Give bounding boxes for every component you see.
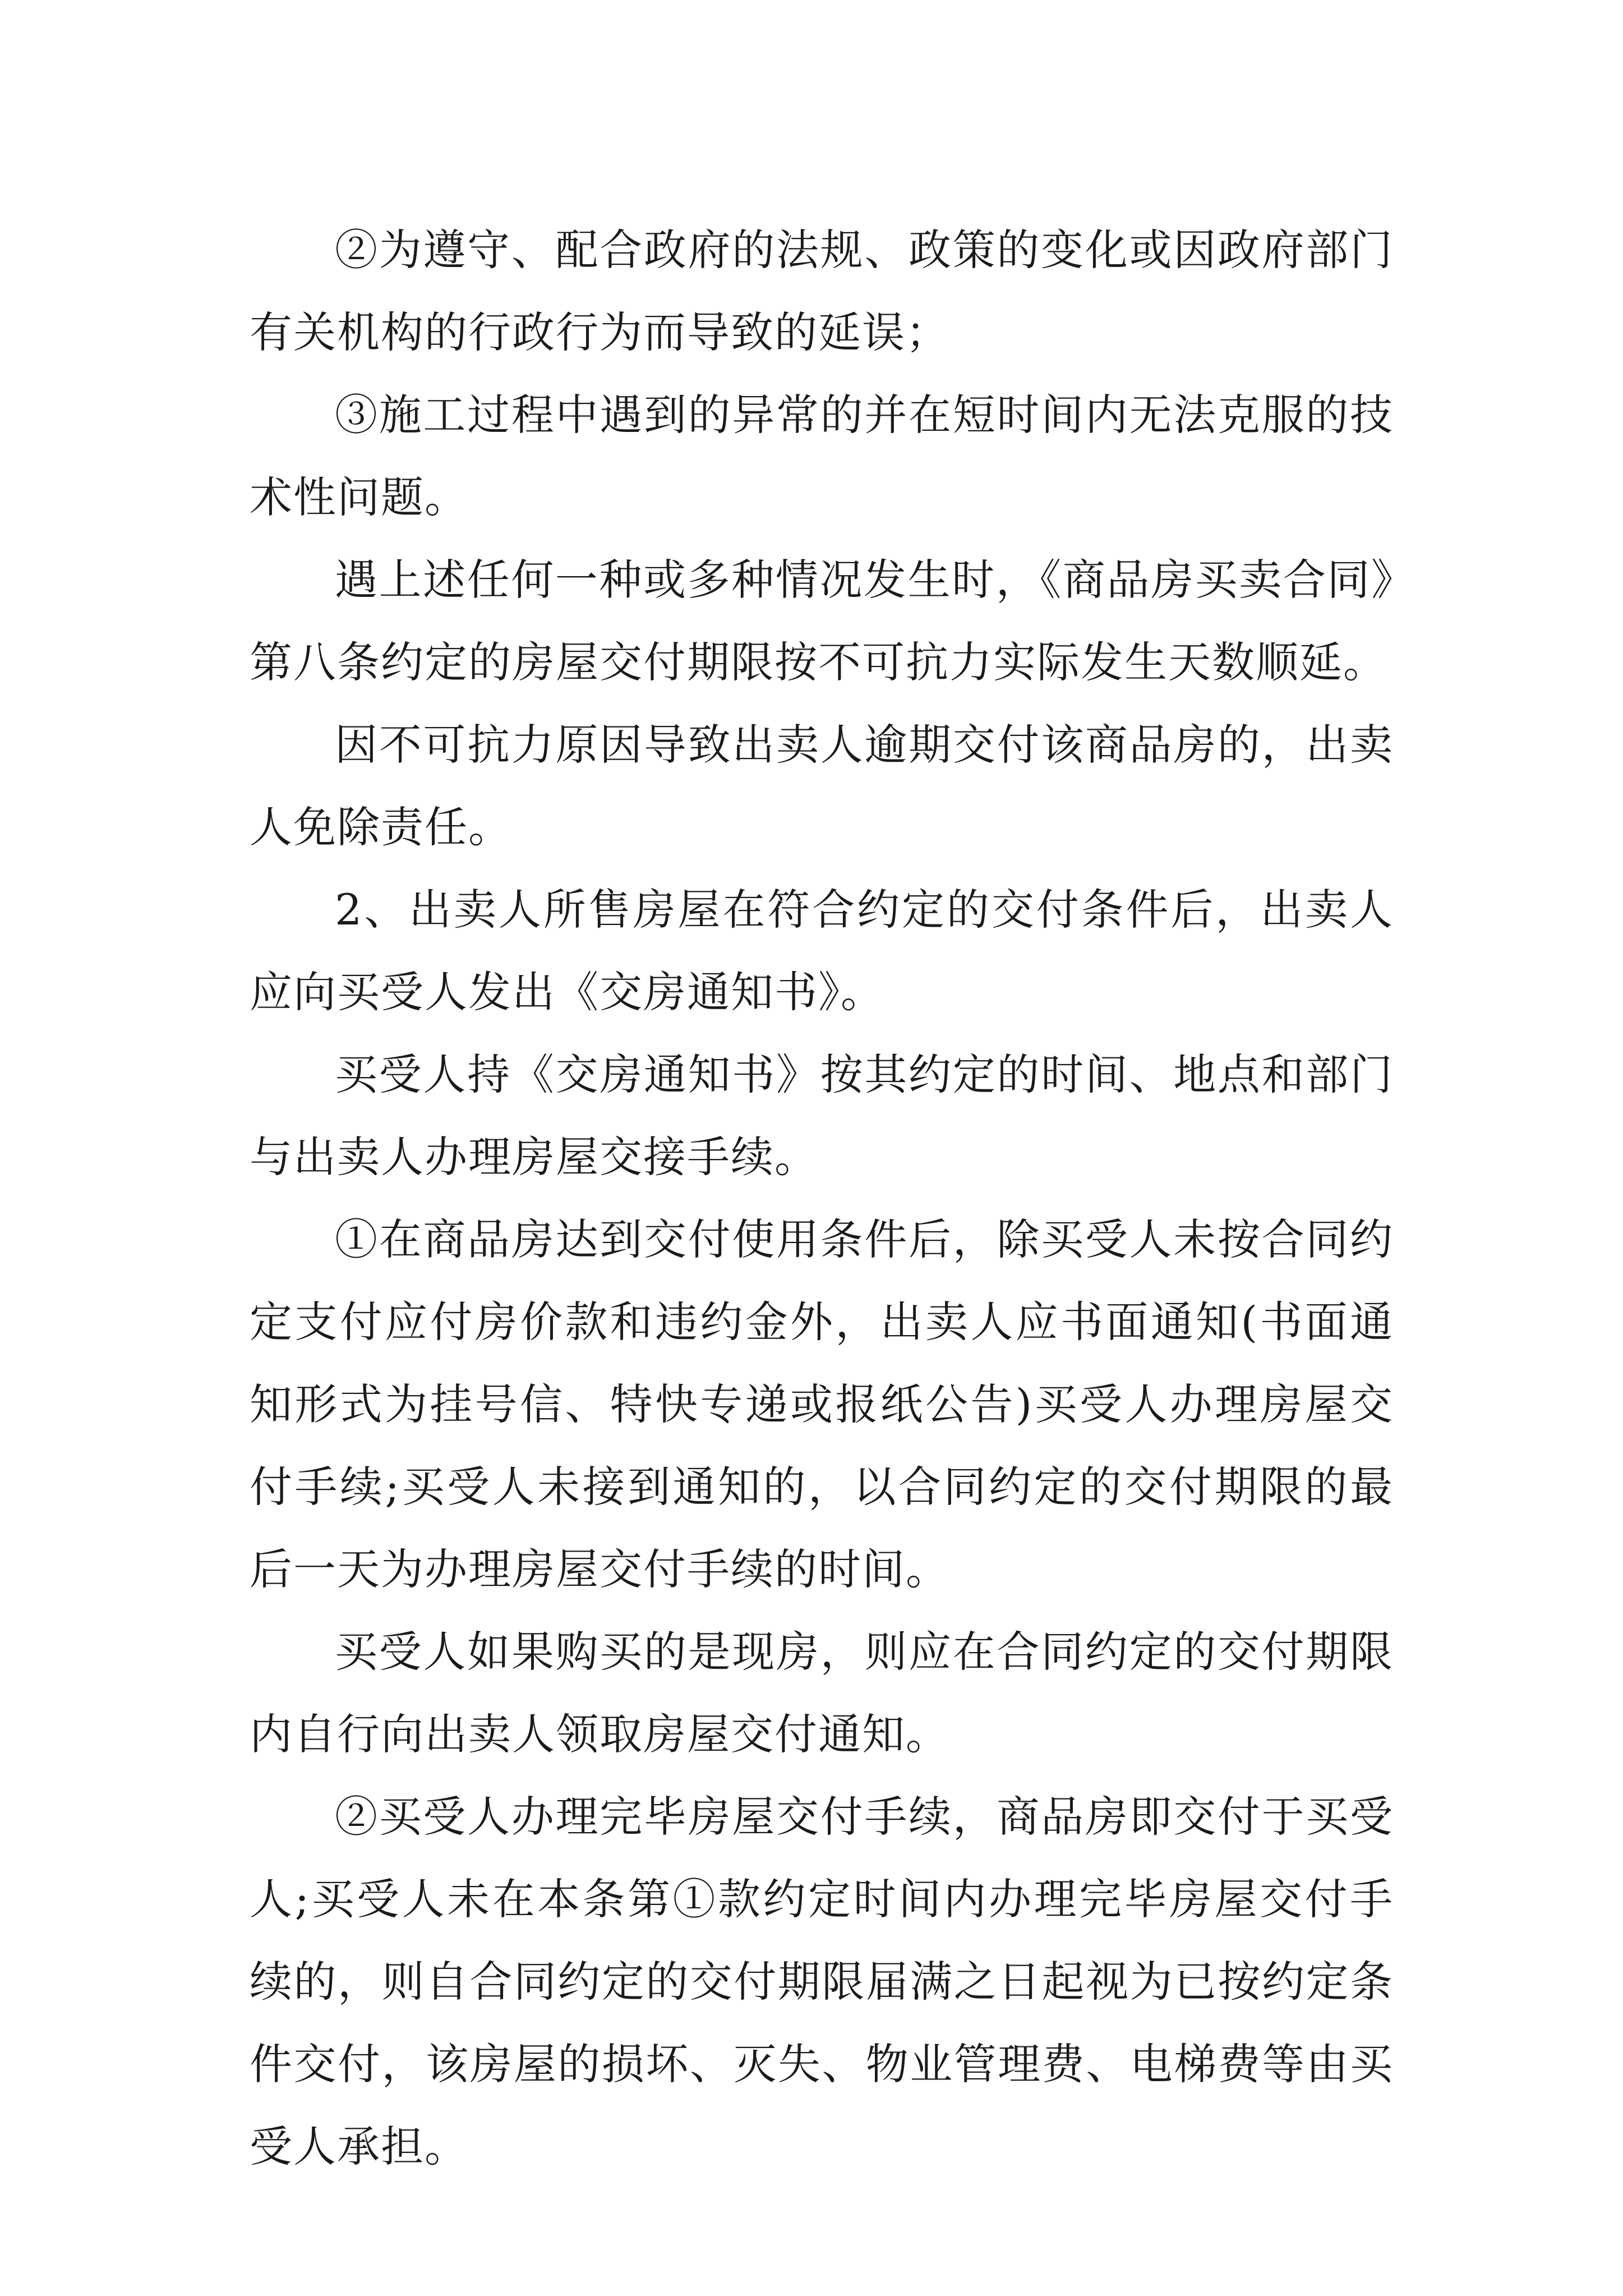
paragraph-handover: 买受人持《交房通知书》按其约定的时间、地点和部门与出卖人办理房屋交接手续。 [250,1050,1394,1182]
paragraph-section-2: 2、出卖人所售房屋在符合约定的交付条件后，出卖人应向买受人发出《交房通知书》。 [250,885,1394,1017]
paragraph-item-1: ①在商品房达到交付使用条件后，除买受人未按合同约定支付应付房价款和违约金外，出卖人应书面通知(书面通知形式为挂号信、特快专递或报纸公告)买受人办理房屋交付手续;买受人未接到通知的，以合同约定的交付期限的最后一天为办理房屋交付手续的时间。 [250,1214,1394,1594]
document-body [250,209,1394,2188]
paragraph-existing-house: 买受人如果购买的是现房，则应在合同约定的交付期限内自行向出卖人领取房屋交付通知。 [250,1627,1394,1759]
paragraph-extension: 遇上述任何一种或多种情况发生时，《商品房买卖合同》第八条约定的房屋交付期限按不可抗力实际发生天数顺延。 [250,555,1394,687]
paragraph-exemption: 因不可抗力原因导致出卖人逾期交付该商品房的，出卖人免除责任。 [250,720,1394,852]
paragraph-clause-3-item: ③施工过程中遇到的异常的并在短时间内无法克服的技术性问题。 [250,390,1394,522]
paragraph-clause-2-item: ②为遵守、配合政府的法规、政策的变化或因政府部门有关机构的行政行为而导致的延误； [250,225,1394,357]
paragraph-item-2: ②买受人办理完毕房屋交付手续，商品房即交付于买受人;买受人未在本条第①款约定时间内办理完毕房屋交付手续的，则自合同约定的交付期限届满之日起视为已按约定条件交付，该房屋的损坏、灭失、物业管理费、电梯费等由买受人承担。 [250,1792,1394,2171]
